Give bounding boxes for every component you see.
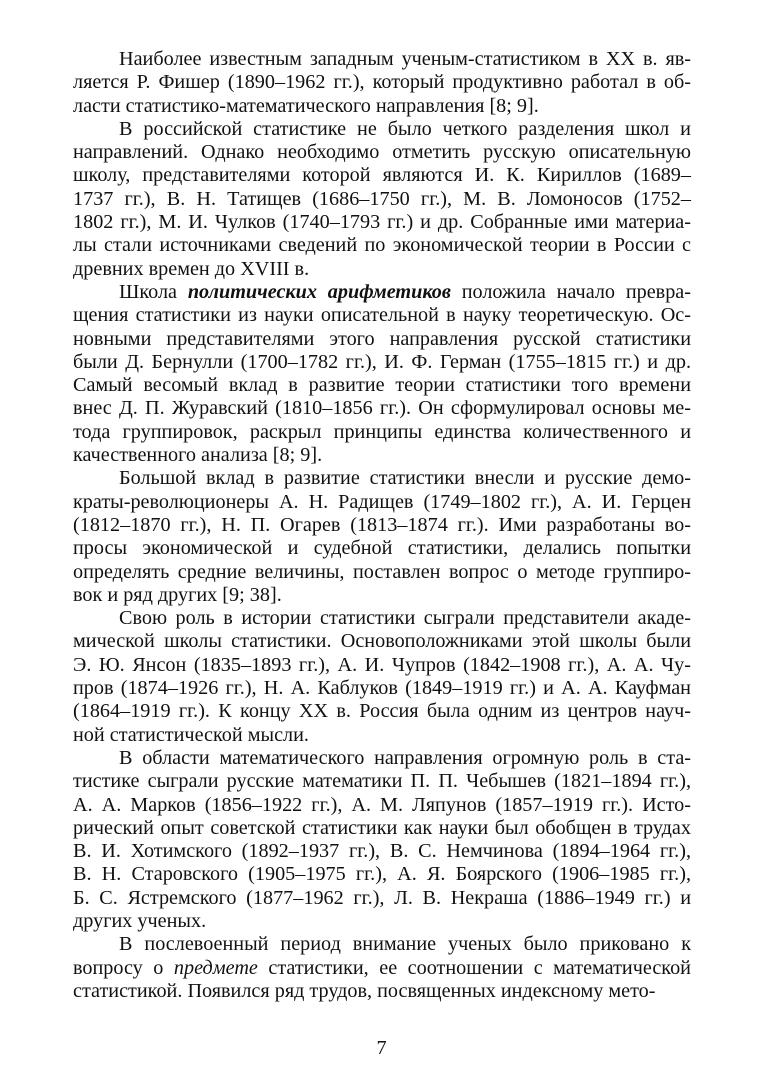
text-line: вок и ряд других [9; 38]. [73, 583, 282, 606]
text-line: вопросу о предмете статистики, ее соотношении с математической [73, 956, 691, 979]
text-line: тода группировок, раскрыл принципы единства количественного и [73, 420, 691, 443]
text-line: (1812–1870 гг.), Н. П. Огарев (1813–1874 гг.). Ими разработаны во- [73, 513, 691, 536]
emphasis-italic: предмете [173, 956, 258, 979]
paragraph [73, 118, 691, 281]
text-line: новными представителями этого направления русской статистики [73, 327, 691, 350]
text-line: щения статистики из науки описательной в науку теоретическую. Ос- [73, 304, 691, 327]
text-line: других ученых. [73, 909, 207, 932]
text-line: школу, представителями которой являются И. К. Кириллов (1689– [73, 164, 691, 187]
text-line: ной статистической мысли. [73, 723, 309, 746]
text-line: лы стали источниками сведений по экономической теории в России с [73, 234, 691, 257]
text-line: В послевоенный период внимание ученых было приковано к [119, 933, 691, 956]
text-line: Э. Ю. Янсон (1835–1893 гг.), А. И. Чупров (1842–1908 гг.), А. А. Чу- [73, 653, 691, 676]
text-line: Свою роль в истории статистики сыграли представители акаде- [119, 607, 691, 630]
text-line: древних времен до XVIII в. [73, 257, 310, 280]
text-line: Б. С. Ястремского (1877–1962 гг.), Л. В. Некраша (1886–1949 гг.) и [73, 886, 691, 909]
body-text [73, 48, 691, 1003]
text-line: (1864–1919 гг.). К концу XX в. Россия была одним из центров науч- [73, 700, 691, 723]
text-line: краты-революционеры А. Н. Радищев (1749–1802 гг.), А. И. Герцен [73, 490, 691, 513]
text-line: 1737 гг.), В. Н. Татищев (1686–1750 гг.), М. В. Ломоносов (1752– [73, 187, 691, 210]
text-line: направлений. Однако необходимо отметить русскую описательную [73, 141, 691, 164]
paragraph [73, 48, 691, 118]
text-line: В. И. Хотимского (1892–1937 гг.), В. С. Немчинова (1894–1964 гг.), [73, 840, 691, 863]
text-line: Наиболее известным западным ученым-статистиком в XX в. яв- [119, 48, 691, 70]
text-line: рический опыт советской статистики как науки был обобщен в трудах [73, 816, 691, 839]
text-line: были Д. Бернулли (1700–1782 гг.), И. Ф. Герман (1755–1815 гг.) и др. [73, 350, 691, 373]
text-line: 1802 гг.), М. И. Чулков (1740–1793 гг.) и др. Собранные ими материа- [73, 211, 691, 234]
text-line: статистикой. Появился ряд трудов, посвященных индексному мето- [73, 979, 656, 1002]
text-line: просы экономической и судебной статистики, делались попытки [73, 537, 691, 560]
paragraph [73, 467, 691, 607]
text-line: мической школы статистики. Основоположниками этой школы были [73, 630, 691, 653]
text-line: В российской статистике не было четкого разделения школ и [119, 117, 691, 140]
text-line: А. А. Марков (1856–1922 гг.), А. М. Ляпунов (1857–1919 гг.). Исто- [73, 793, 691, 816]
text-line: внес Д. П. Журавский (1810–1856 гг.). Он сформулировал основы ме- [73, 397, 691, 420]
text-line: определять средние величины, поставлен вопрос о методе группиро- [73, 560, 691, 583]
text-line: ласти статистико-математического направления [8; 9]. [73, 94, 539, 117]
text-line: пров (1874–1926 гг.), Н. А. Каблуков (1849–1919 гг.) и А. А. Кауфман [73, 677, 691, 700]
text-line: ляется Р. Фишер (1890–1962 гг.), который продуктивно работал в об- [73, 71, 691, 94]
paragraph [73, 607, 691, 747]
paragraph [73, 747, 691, 933]
text-line: Самый весомый вклад в развитие теории статистики того времени [73, 374, 691, 397]
text-line: Большой вклад в развитие статистики внесли и русские демо- [119, 467, 691, 490]
text-line: тистике сыграли русские математики П. П. Чебышев (1821–1894 гг.), [73, 770, 691, 793]
text-line: Школа политических арифметиков положила начало превра- [119, 280, 691, 303]
page-number: 7 [376, 1037, 387, 1059]
text-line: В области математического направления огромную роль в ста- [119, 746, 691, 769]
paragraph [73, 281, 691, 467]
paragraph [73, 933, 691, 1003]
text-line: качественного анализа [8; 9]. [73, 444, 323, 467]
text-line: В. Н. Старовского (1905–1975 гг.), А. Я. Боярского (1906–1985 гг.), [73, 863, 691, 886]
emphasis-bold-italic: политических арифметиков [187, 280, 451, 303]
